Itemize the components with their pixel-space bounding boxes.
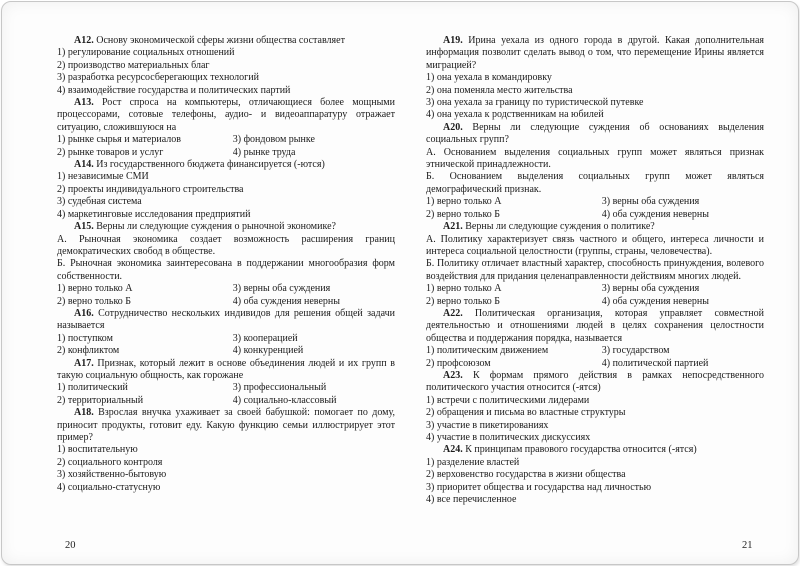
question-label: А12. (74, 35, 94, 46)
question-label: А13. (74, 97, 94, 109)
answer-option: 1) верно только А (57, 283, 133, 295)
answer-option: 2) верно только Б (426, 295, 501, 307)
question-text: А23. К формам прямого действия в рамках непосредственного политического участия относится (-ятся) (426, 369, 764, 394)
page-number-left: 20 (65, 540, 76, 551)
answer-option: 3) государством (601, 345, 670, 357)
page-left-content (57, 35, 395, 494)
answer-option: 1) встречи с политическими лидерами (426, 394, 590, 406)
question-label: А23. (443, 369, 463, 381)
question-label: А19. (443, 35, 463, 46)
answer-option: 3) верны оба суждения (232, 283, 331, 295)
answer-option: 2) территориальный (57, 394, 144, 406)
question-A13 (57, 97, 395, 159)
question-label: А20. (443, 121, 463, 133)
question-text: А20. Верны ли следующие суждения об основаниях выделения социальных групп? (426, 121, 764, 146)
answer-option: 3) хозяйственно-бытовую (57, 469, 167, 481)
statement: Б. Рыночная экономика заинтересована в поддержании многообразия форм собственности. (57, 258, 395, 282)
question-text: А21. Верны ли следующие суждения о политике? (443, 221, 655, 233)
answer-option: 2) верно только Б (426, 208, 501, 220)
answer-options-grid (57, 283, 395, 308)
answer-options-grid (57, 382, 395, 407)
answer-option: 1) верно только А (426, 196, 502, 208)
answer-options-grid (426, 196, 764, 221)
answer-option: 4) оба суждения неверны (232, 295, 340, 307)
answer-option: 2) конфликтом (57, 345, 120, 357)
question-label: А15. (74, 221, 94, 233)
answer-option: 2) профсоюзом (426, 357, 491, 369)
answer-option: 4) маркетинговые исследования предприятий (57, 208, 251, 220)
question-A15 (57, 221, 395, 308)
book-spread (1, 1, 799, 565)
answer-option: 2) рынке товаров и услуг (57, 146, 164, 158)
question-text: А14. Из государственного бюджета финансируется (-ются) (74, 159, 325, 171)
question-text: А17. Признак, который лежит в основе объединения людей и их групп в такую социальную общность, как горожане (57, 357, 395, 381)
question-label: А24. (443, 444, 463, 456)
answer-option: 4) конкуренцией (232, 345, 304, 357)
answer-option: 4) политической партией (601, 357, 709, 369)
answer-options-grid (426, 345, 764, 370)
statement: А. Рыночная экономика создает возможность расширения границ демократических свобод в обществе. (57, 233, 395, 257)
question-text: А24. К принципам правового государства относится (-ятся) (443, 444, 697, 456)
question-A12 (57, 35, 395, 97)
answer-option: 3) судебная система (57, 196, 142, 208)
question-A23 (426, 370, 764, 444)
question-A17 (57, 358, 395, 408)
page-right-content (426, 35, 764, 506)
answer-options-grid (57, 333, 395, 358)
answer-option: 1) независимые СМИ (57, 171, 149, 183)
answer-option: 1) разделение властей (426, 456, 520, 468)
question-A18 (57, 407, 395, 494)
answer-option: 3) фондовом рынке (232, 134, 315, 146)
answer-option: 1) политическим движением (426, 345, 549, 357)
answer-option: 2) обращения и письма во властные структуры (426, 407, 626, 419)
question-label: А14. (74, 159, 94, 171)
answer-option: 1) политический (57, 382, 128, 394)
question-label: А17. (74, 357, 94, 369)
answer-option: 2) производство материальных благ (57, 59, 210, 71)
statement: Б. Основанием выделения социальных групп может являться демографический признак. (426, 171, 764, 195)
question-text: А18. Взрослая внучка ухаживает за своей бабушкой: помогает по дому, приносит продукты, готовит еду. Какую функцию семьи иллюстрирует этот пример? (57, 407, 395, 443)
question-text: А19. Ирина уехала из одного города в другой. Какая дополнительная информация позволит сделать вывод о том, что перемещение Ирины является миграцией? (426, 35, 764, 71)
question-label: А21. (443, 221, 463, 233)
answer-option: 3) кооперацией (232, 332, 298, 344)
answer-option: 1) регулирование социальных отношений (57, 47, 235, 59)
answer-option: 4) взаимодействие государства и политических партий (57, 84, 291, 96)
question-label: А16. (74, 307, 94, 319)
page-number-right: 21 (742, 540, 753, 551)
question-text: А22. Политическая организация, которая управляет совместной деятельностью и отношениями людей в целях сохранения целостности общества и поддержания порядка, называется (426, 307, 764, 344)
answer-option: 4) оба суждения неверны (601, 208, 709, 220)
answer-option: 3) приоритет общества и государства над личностью (426, 481, 652, 493)
answer-option: 4) рынке труда (232, 146, 296, 158)
answer-option: 3) профессиональный (232, 382, 327, 394)
answer-option: 1) рынке сырья и материалов (57, 134, 181, 146)
answer-option: 3) участие в пикетированиях (426, 419, 549, 431)
answer-option: 4) социально-классовый (232, 394, 337, 406)
answer-option: 1) верно только А (426, 283, 502, 295)
question-text: А15. Верны ли следующие суждения о рыночной экономике? (74, 221, 336, 233)
answer-option: 4) она уехала к родственникам на юбилей (426, 109, 604, 121)
answer-option: 2) она поменяла место жительства (426, 84, 573, 96)
answer-option: 4) оба суждения неверны (601, 295, 709, 307)
question-A22 (426, 308, 764, 370)
answer-option: 2) верховенство государства в жизни общества (426, 469, 626, 481)
question-label: А22. (443, 307, 463, 319)
answer-option: 4) все перечисленное (426, 494, 517, 506)
question-A21 (426, 221, 764, 308)
question-text: А16. Сотрудничество нескольких индивидов для решения общей задачи называется (57, 307, 395, 332)
answer-option: 1) поступком (57, 332, 113, 344)
question-A16 (57, 308, 395, 358)
answer-option: 3) верны оба суждения (601, 283, 700, 295)
answer-option: 2) социального контроля (57, 456, 163, 468)
answer-option: 1) воспитательную (57, 444, 138, 456)
question-A24 (426, 444, 764, 506)
question-label: А18. (74, 407, 94, 419)
question-A14 (57, 159, 395, 221)
answer-option: 3) верны оба суждения (601, 196, 700, 208)
question-text: А12. Основу экономической сферы жизни общества составляет (74, 35, 345, 46)
answer-option: 2) проекты индивидуального строительства (57, 183, 244, 195)
answer-option: 4) социально-статусную (57, 481, 161, 493)
statement: А. Основанием выделения социальных групп может являться признак этнической принадлежности. (426, 146, 764, 171)
answer-option: 2) верно только Б (57, 295, 132, 307)
answer-option: 3) она уехала за границу по туристической путевке (426, 97, 644, 109)
answer-option: 1) она уехала в командировку (426, 72, 552, 84)
answer-option: 3) разработка ресурсосберегающих технологий (57, 72, 259, 84)
answer-options-grid (57, 134, 395, 159)
question-A20 (426, 122, 764, 221)
answer-options-grid (426, 283, 764, 308)
question-A19 (426, 35, 764, 122)
question-text: А13. Рост спроса на компьютеры, отличающиеся более мощными процессорами, сотовые телефоны, аудио- и видеоаппаратуру отражает ситуацию, сложившуюся на (57, 97, 395, 133)
statement: Б. Политику отличает властный характер, способность принуждения, волевого воздействия для придания целенаправленности действиям многих людей. (426, 258, 764, 282)
answer-option: 4) участие в политических дискуссиях (426, 432, 591, 443)
statement: А. Политику характеризует связь частного и общего, интереса личности и интереса социальной целостности (группы, страны, человечества). (426, 233, 764, 257)
